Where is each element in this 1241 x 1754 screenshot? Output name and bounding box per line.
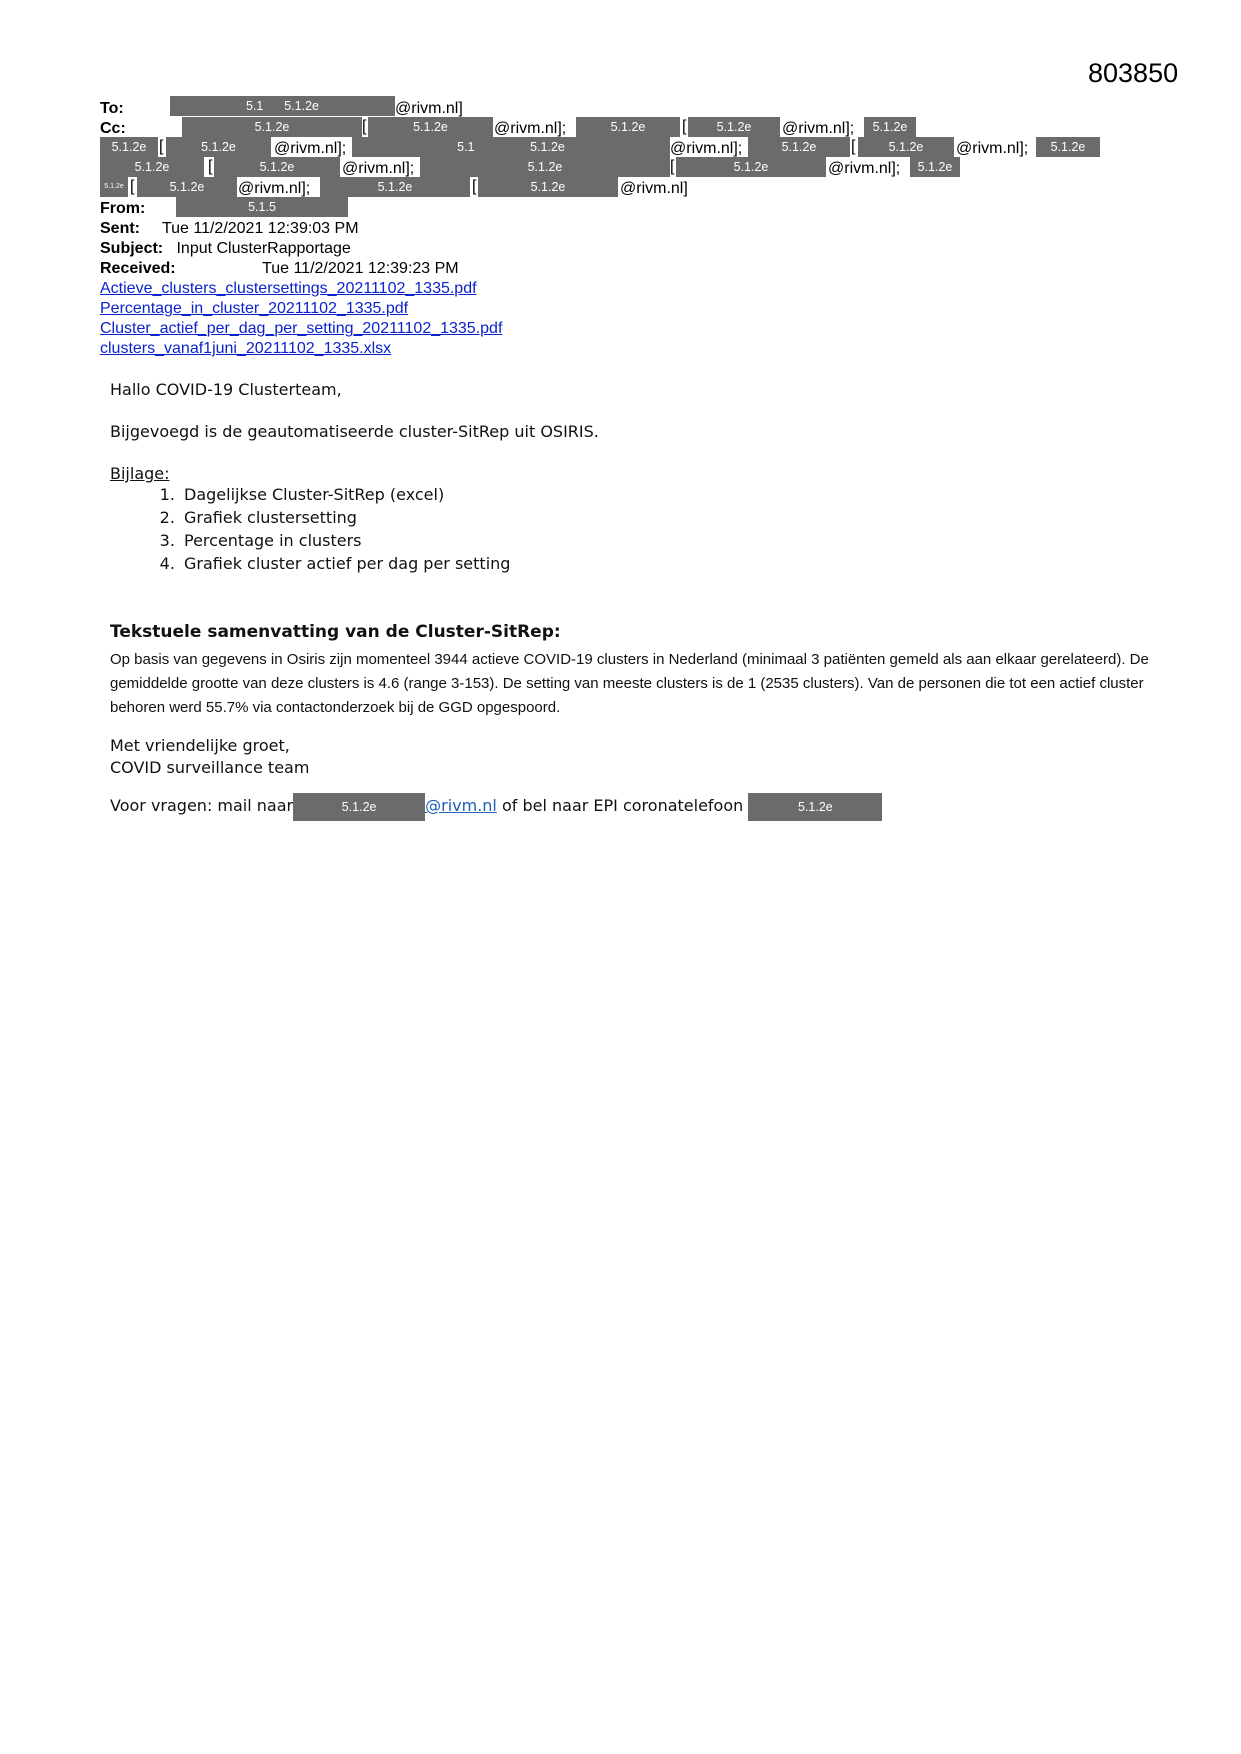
subject-row — [100, 240, 351, 258]
attachment-link[interactable]: Percentage_in_cluster_20211102_1335.pdf — [100, 300, 409, 317]
attachment-link[interactable]: Actieve_clusters_clustersettings_20211102_1335.pdf — [100, 280, 477, 297]
redaction-block: 5.1.2e — [478, 177, 618, 197]
redaction-block: 5.1.2e — [748, 793, 882, 821]
closing-team: COVID surveillance team — [110, 758, 310, 777]
redaction-block: 5.1.2e — [676, 157, 826, 177]
redaction-block: 5.1 5.1.2e — [170, 96, 395, 116]
list-item: 4. Grafiek cluster actief per dag per setting — [180, 552, 510, 575]
cc-domain: @rivm.nl]; — [956, 140, 1029, 157]
redaction-block: 5.1.2e — [420, 157, 670, 177]
cc-domain: @rivm.nl] — [620, 180, 688, 197]
redaction-block: 5.1.2e — [576, 117, 680, 137]
summary-section — [110, 620, 1150, 720]
cc-domain: @rivm.nl]; — [670, 140, 743, 157]
redaction-block: 5.1.2e — [214, 157, 340, 177]
redaction-block: 5.1.2e — [1036, 137, 1100, 157]
to-domain: @rivm.nl] — [395, 100, 463, 117]
bracket: [ — [682, 118, 687, 135]
contact-mail-link[interactable]: @rivm.nl — [425, 796, 497, 815]
received-row — [100, 260, 459, 278]
redaction-block: 5.1.2e — [320, 177, 470, 197]
bracket: [ — [362, 118, 367, 135]
redaction-block: 5.1.5 — [176, 197, 348, 217]
to-label: To: — [100, 100, 124, 117]
redaction-block: 5.1.2e — [182, 117, 362, 137]
redaction-block: 5.1.2e — [910, 157, 960, 177]
cc-domain: @rivm.nl]; — [494, 120, 567, 137]
from-label: From: — [100, 200, 146, 217]
redaction-block: 5.1.2e — [688, 117, 780, 137]
bracket: [ — [472, 178, 477, 195]
subject-value: Input ClusterRapportage — [176, 240, 351, 257]
sent-label: Sent: — [100, 220, 140, 237]
bracket: [ — [159, 138, 164, 155]
summary-title: Tekstuele samenvatting van de Cluster-SitRep: — [110, 622, 561, 642]
received-value: Tue 11/2/2021 12:39:23 PM — [262, 260, 459, 277]
list-item: 2. Grafiek clustersetting — [180, 506, 510, 529]
greeting: Hallo COVID-19 Clusterteam, — [110, 380, 342, 399]
cc-domain: @rivm.nl]; — [782, 120, 855, 137]
redaction-block: 5.1.2e — [100, 157, 204, 177]
contact-line — [110, 792, 882, 821]
redaction-block: 5.1.2e — [858, 137, 954, 157]
bracket: [ — [130, 178, 135, 195]
subject-label: Subject: — [100, 240, 164, 257]
redaction-block: 5.1.2e — [166, 137, 271, 157]
cc-domain: @rivm.nl]; — [238, 180, 311, 197]
received-label: Received: — [100, 260, 176, 277]
redaction-block: 5.1 5.1.2e — [352, 137, 670, 157]
sent-row — [100, 220, 359, 238]
redaction-block: 5.1.2e — [137, 177, 237, 197]
redaction-block: 5.1.2e — [293, 793, 425, 821]
cc-domain: @rivm.nl]; — [828, 160, 901, 177]
attachment-link[interactable]: clusters_vanaf1juni_20211102_1335.xlsx — [100, 340, 392, 357]
page-number: 803850 — [1088, 58, 1179, 88]
list-item: 3. Percentage in clusters — [180, 529, 510, 552]
contact-prefix: Voor vragen: mail naar — [110, 796, 294, 815]
bracket: [ — [208, 158, 213, 175]
list-item: 1. Dagelijkse Cluster-SitRep (excel) — [180, 483, 510, 506]
bracket: [ — [851, 138, 856, 155]
sent-value: Tue 11/2/2021 12:39:03 PM — [161, 220, 359, 237]
cc-domain: @rivm.nl]; — [342, 160, 415, 177]
redaction-block: 5.1.2e — [368, 117, 493, 137]
intro: Bijgevoegd is de geautomatiseerde cluster-SitRep uit OSIRIS. — [110, 422, 599, 441]
cc-domain: @rivm.nl]; — [274, 140, 347, 157]
redaction-block: 5.1.2e — [100, 137, 158, 157]
attachment-link[interactable]: Cluster_actief_per_dag_per_setting_20211102_1335.pdf — [100, 320, 503, 337]
summary-text: Op basis van gegevens in Osiris zijn momenteel 3944 actieve COVID-19 clusters in Nederland (minimaal 3 patiënten gemeld als aan elkaar gerelateerd). De gemiddelde grootte van deze clusters is 4.6 (range 3-153). De setting van meeste clusters is de 1 (2535 clusters). Van de personen die tot een actief cluster behoren werd 55.7% via contactonderzoek bij de GGD opgespoord. — [110, 651, 1149, 716]
contact-middle: of bel naar EPI coronatelefoon — [501, 796, 744, 815]
closing-greeting: Met vriendelijke groet, — [110, 736, 290, 755]
bracket: [ — [670, 158, 675, 175]
redaction-block: 5.1.2e — [864, 117, 916, 137]
redaction-block: 5.1.2e — [748, 137, 850, 157]
redaction-block: 5.1.2e — [100, 177, 128, 197]
bijlage-list — [110, 483, 510, 575]
bijlage-label: Bijlage: — [110, 464, 170, 483]
cc-label: Cc: — [100, 120, 126, 137]
